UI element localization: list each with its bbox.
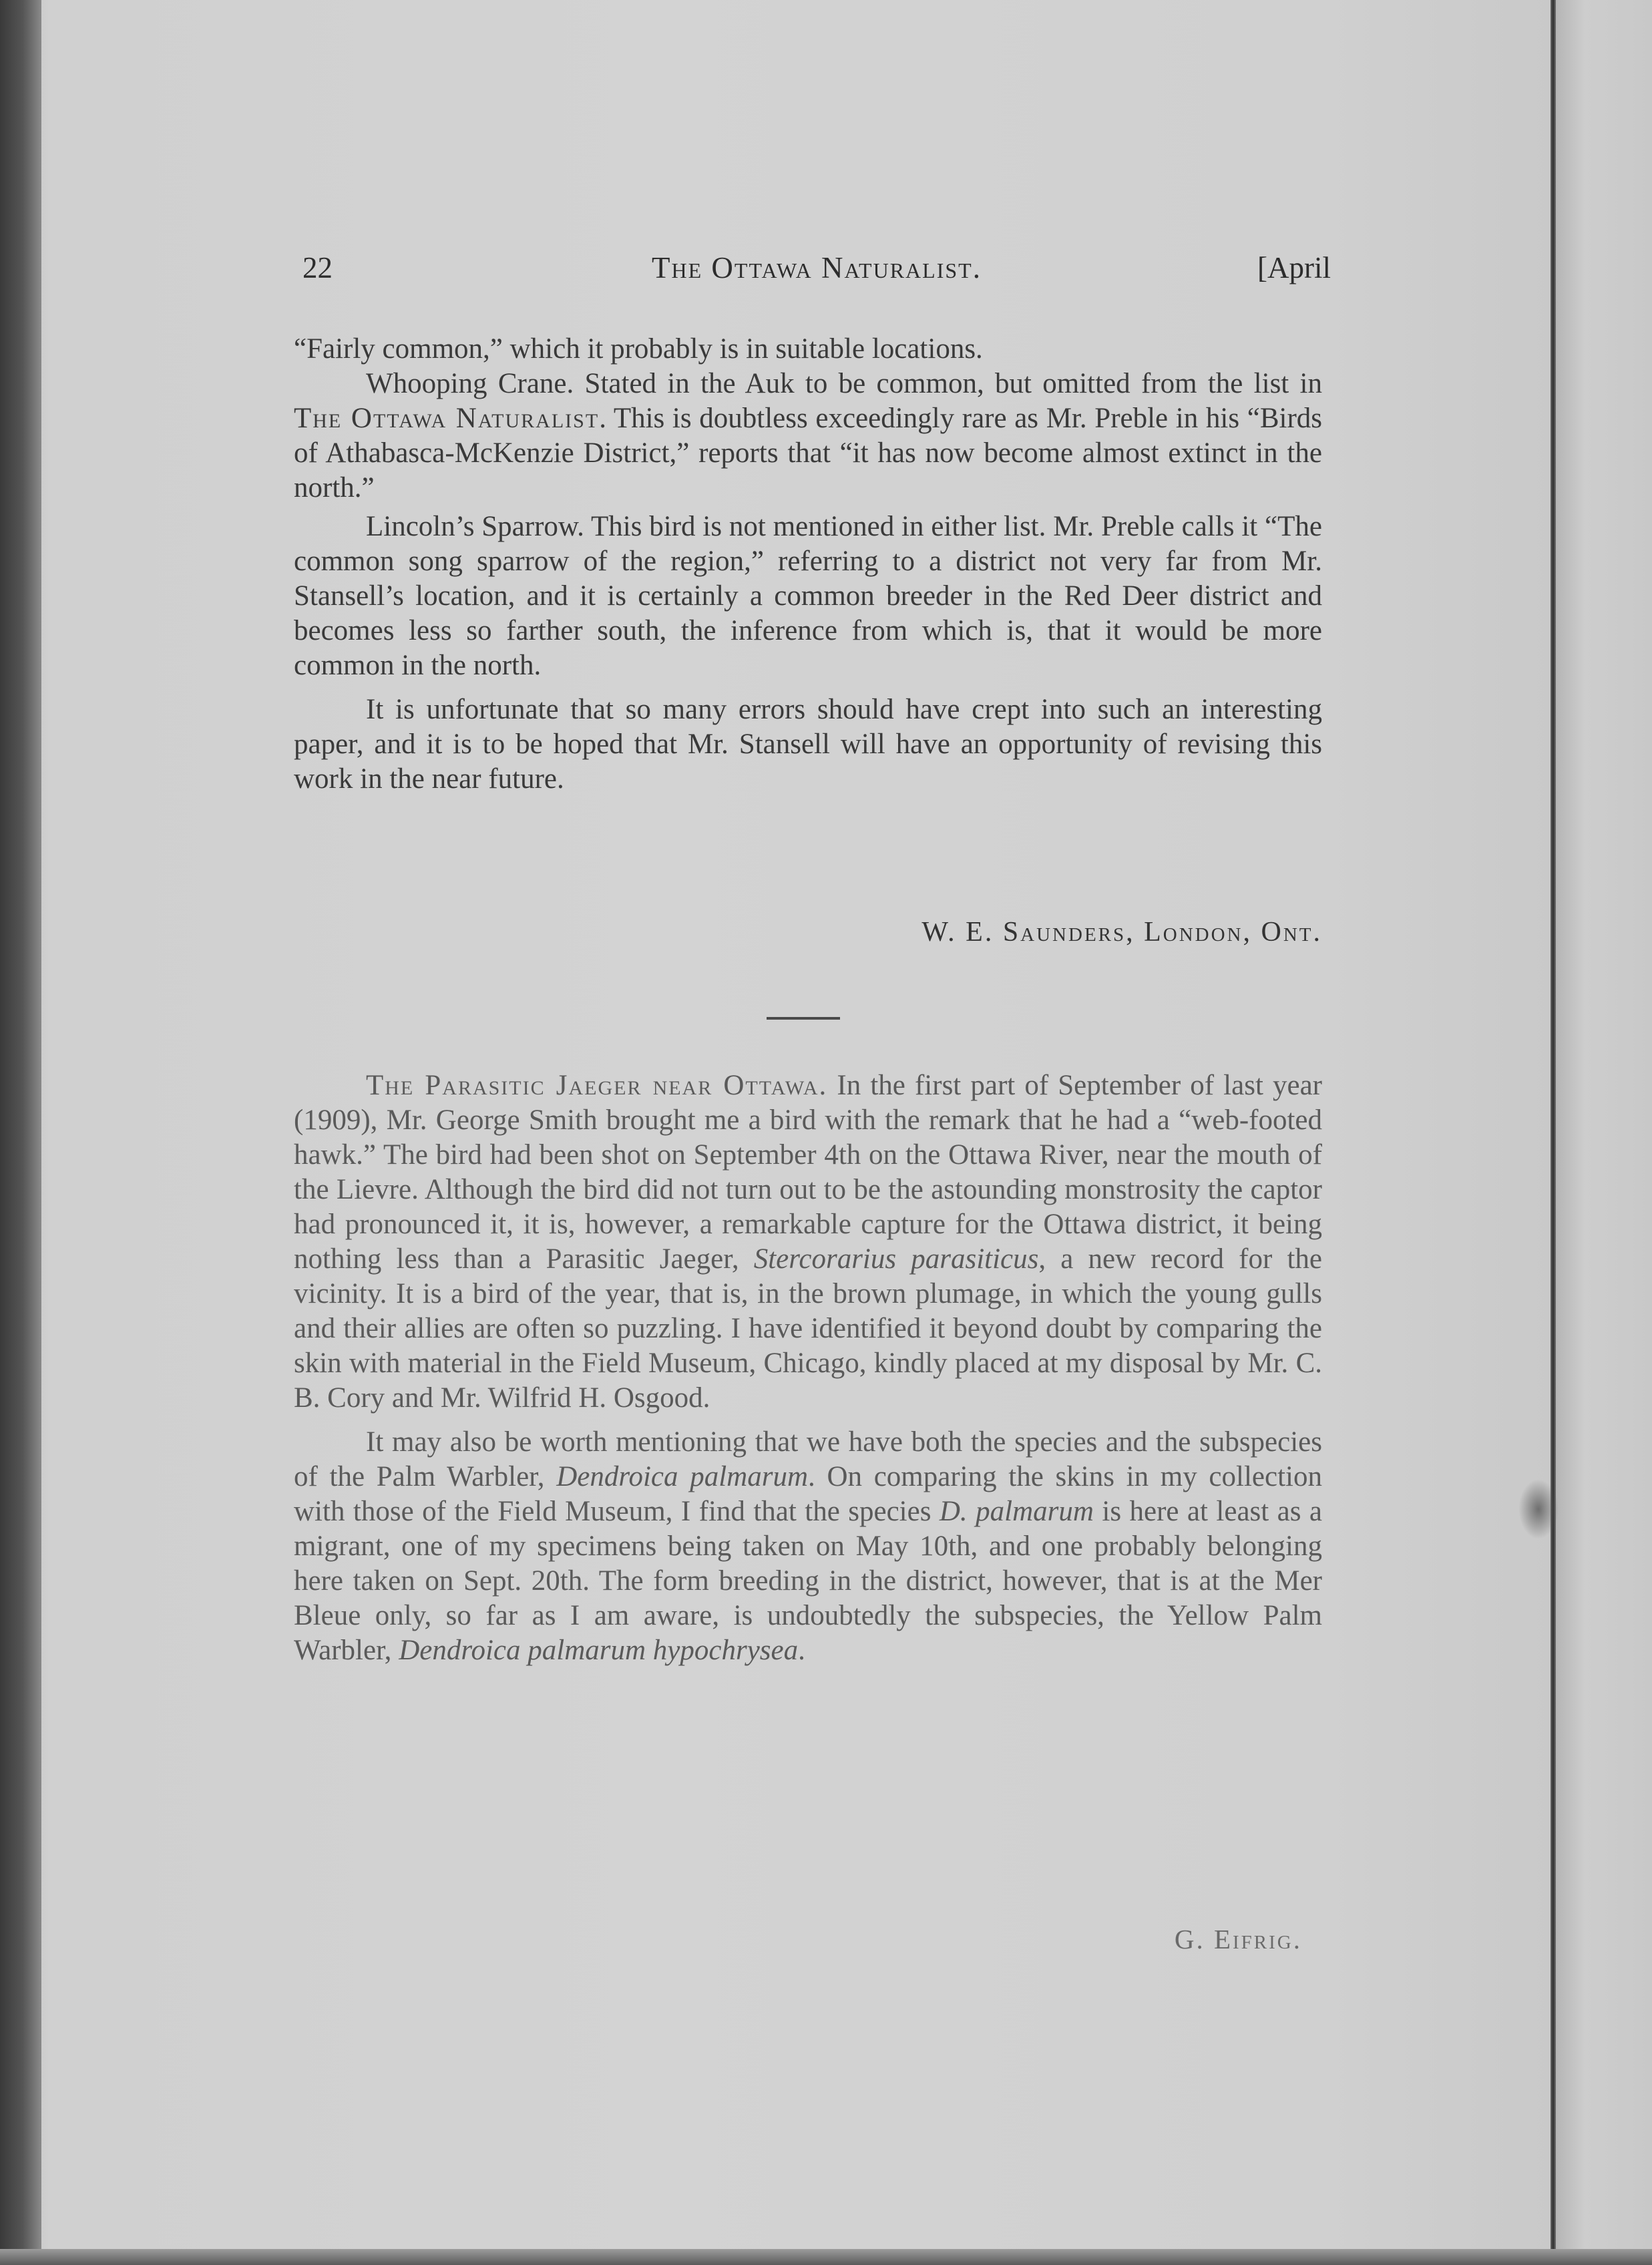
author-signature-saunders: W. E. Saunders, London, Ont. xyxy=(921,917,1322,948)
adjacent-page-strip xyxy=(1556,0,1652,2265)
paragraph-text: . This is doubtless exceedingly rare as Mr. Preble in his “Birds of Athabasca-McKenzie District,” reports that “it has now become almost extinct in the north.” xyxy=(294,403,1323,503)
paragraph-text: is here at least as a migrant, one of my specimens being taken on May 10th, and one probably belonging here taken on Sept. 20th. The form breeding in the district, however, that is at the Mer Bleue only, so far as I am aware, is undoubtedly the subspecies, the Yellow Palm Warbler, xyxy=(294,1496,1322,1666)
species-name: Stercorarius parasiticus xyxy=(753,1243,1039,1275)
species-name: D. palmarum xyxy=(939,1496,1094,1527)
paragraph-parasitic-jaeger xyxy=(294,1068,1322,1416)
paragraph-text: It is unfortunate that so many errors should have crept into such an interesting paper, and it is to be hoped that Mr. Stansell will have an opportunity of revising this work in the near future. xyxy=(294,694,1322,795)
subspecies-name: Dendroica palmarum hypochrysea xyxy=(399,1635,799,1666)
issue-month: [April xyxy=(1257,251,1331,284)
article-eifrig xyxy=(294,1068,1322,1668)
species-name: Dendroica palmarum xyxy=(556,1461,808,1492)
journal-name-inline: The Ottawa Naturalist xyxy=(294,403,600,434)
paragraph-text: Whooping Crane. Stated in the Auk to be common, but omitted from the list in xyxy=(366,368,1322,399)
spine-blemish xyxy=(1518,1479,1559,1539)
paragraph-whooping-crane xyxy=(294,367,1322,505)
paragraph-text: In the first part of September of last year (1909), Mr. George Smith brought me a bird with the remark that he had a “web-footed hawk.” The bird had been shot on September 4th on the Ottawa River, near the mouth of the Lievre. Although the bird did not turn out to be the astounding monstrosity the captor had pronounced it, it is, however, a remarkable capture for the Ottawa district, it being nothing less than a Parasitic Jaeger, xyxy=(294,1070,1322,1275)
book-spine-edge xyxy=(1551,0,1556,2265)
paragraph xyxy=(294,332,1322,367)
paragraph-conclusion xyxy=(294,692,1322,797)
bottom-scan-edge xyxy=(0,2249,1652,2265)
paragraph-text: . On comparing the skins in my collection with those of the Field Museum, I find that the species xyxy=(294,1461,1322,1527)
left-scan-edge xyxy=(0,0,41,2265)
journal-title: The Ottawa Naturalist. xyxy=(652,251,982,284)
paragraph-text: , a new record for the vicinity. It is a bird of the year, that is, in the brown plumage, in which the young gulls and their allies are often so puzzling. I have identified it beyond doubt by comparing the skin with material in the Field Museum, Chicago, kindly placed at my disposal by Mr. C. B. Cory and Mr. Wilfrid H. Osgood. xyxy=(294,1243,1322,1414)
paragraph-lincolns-sparrow xyxy=(294,509,1322,683)
paragraph-text: Lincoln’s Sparrow. This bird is not mentioned in either list. Mr. Preble calls it “The common song sparrow of the region,” referring to a district not very far from Mr. Stansell’s location, and it is certainly a common breeder in the Red Deer district and becomes less so farther south, the inference from which is, that it would be more common in the north. xyxy=(294,511,1322,681)
paragraph-text: “Fairly common,” which it probably is in suitable locations. xyxy=(294,333,983,365)
page-number: 22 xyxy=(302,251,333,284)
paragraph-text: It may also be worth mentioning that we have both the species and the subspecies of the Palm Warbler, xyxy=(294,1426,1322,1492)
paragraph-text: . xyxy=(798,1635,805,1666)
running-header xyxy=(302,250,1331,290)
article-saunders xyxy=(294,332,1322,797)
paragraph-palm-warbler xyxy=(294,1425,1322,1668)
article-title: The Parasitic Jaeger near Ottawa. xyxy=(366,1070,828,1101)
author-signature-eifrig: G. Eifrig. xyxy=(1174,1924,1302,1954)
section-divider xyxy=(767,1017,840,1020)
